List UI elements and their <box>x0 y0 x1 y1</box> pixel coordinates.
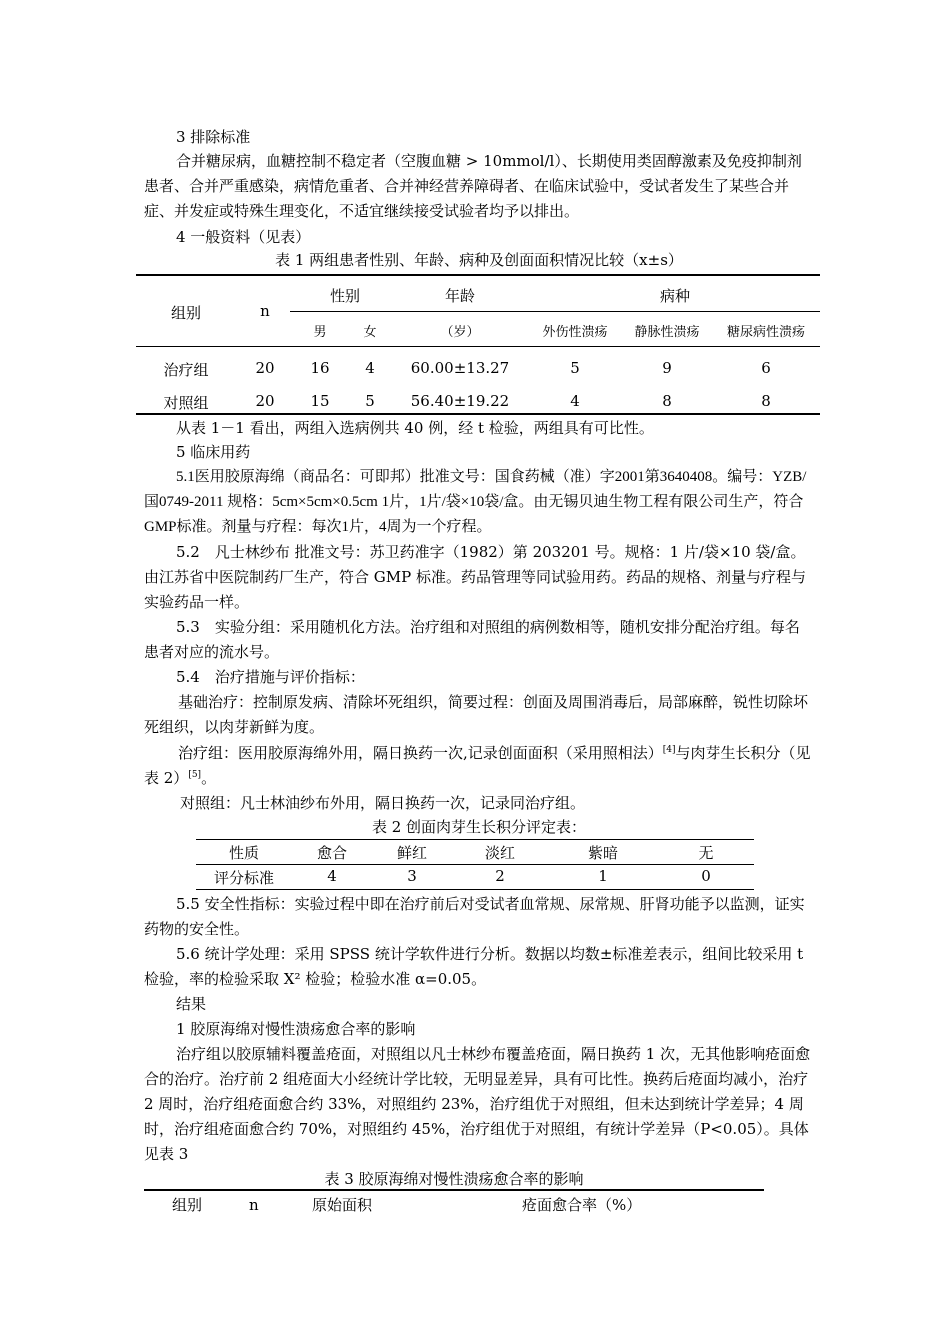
section-heading-general-data: 4 一般资料（见表） <box>176 228 311 246</box>
table1-cell-age: 60.00±13.27 <box>410 359 510 377</box>
table2-bottom-rule <box>196 889 754 890</box>
table1-header-group: 组别 <box>170 304 201 322</box>
table1-cell-female: 4 <box>365 359 375 377</box>
control-group-text: 对照组：凡士林油纱布外用，隔日换药一次，记录同治疗组。 <box>180 794 586 812</box>
table1-cell-venous: 8 <box>662 392 672 410</box>
section-heading-medication: 5 临床用药 <box>176 443 251 461</box>
table2-header-light-red: 淡红 <box>484 844 515 862</box>
table1-cell-group: 对照组 <box>163 394 209 412</box>
table1-caption: 表 1 两组患者性别、年龄、病种及创面面积情况比较（x±s） <box>275 251 683 269</box>
treatment-group-text-c: 。 <box>201 769 217 787</box>
table1-bottom-rule <box>136 413 820 415</box>
table3-header-rate: 疮面愈合率（%） <box>522 1196 642 1214</box>
table2-cell-healed: 4 <box>327 867 337 885</box>
table3-header-group: 组别 <box>172 1196 203 1214</box>
section-heading-exclusion: 3 排除标准 <box>176 128 251 146</box>
medication-5-1-text: 5.1医用胶原海绵（商品名：可即邦）批准文号：国食药械（准）字2001第3640408。编号：YZB/国0749-2011 规格：5cm×5cm×0.5cm 1片，1片/袋×10袋/盒。由无锡贝迪生物工程有限公司生产，符合GMP标准。剂量与疗程：每次1片，4周为一个疗程。 <box>144 469 807 535</box>
table1-cell-male: 16 <box>310 359 330 377</box>
medication-5-4-heading: 5.4 治疗措施与评价指标： <box>176 668 365 686</box>
table1-cell-n: 20 <box>255 359 275 377</box>
table2-header-healed: 愈合 <box>316 844 347 862</box>
table2-header-nature: 性质 <box>228 844 259 862</box>
table2-cell-dark-purple: 1 <box>598 867 608 885</box>
basic-treatment-text: 基础治疗：控制原发病、清除坏死组织，简要过程：创面及周围消毒后，局部麻醉，锐性切除坏死组织，以肉芽新鲜为度。 <box>144 693 809 736</box>
table1-cell-trauma: 5 <box>570 359 580 377</box>
table1-top-rule <box>136 274 820 276</box>
table3-header-n: n <box>249 1196 259 1214</box>
table2-caption: 表 2 创面肉芽生长积分评定表： <box>371 818 587 836</box>
citation-4: [4] <box>662 745 676 755</box>
table1-header-female: 女 <box>363 325 377 340</box>
table3-caption: 表 3 胶原海绵对慢性溃疡愈合率的影响 <box>324 1170 584 1188</box>
table2-mid-rule <box>196 864 754 865</box>
results-heading: 结果 <box>176 995 207 1013</box>
treatment-group-text-b: 与肉芽生长积分（见表 2） <box>144 744 811 787</box>
table1-header-male: 男 <box>313 325 327 340</box>
table2-cell-bright-red: 3 <box>407 867 417 885</box>
table1-header-rule <box>136 346 820 347</box>
table2-header-bright-red: 鲜红 <box>396 844 427 862</box>
treatment-group-text <box>144 741 814 791</box>
statistics-text: 5.6 统计学处理：采用 SPSS 统计学软件进行分析。数据以均数±标准差表示，组间比较采用 t 检验，率的检验采取 X² 检验；检验水准 α=0.05。 <box>144 945 804 988</box>
table3-top-rule <box>144 1189 764 1191</box>
table1-header-age: 年龄 <box>444 287 475 305</box>
table1-header-sex: 性别 <box>329 287 360 305</box>
table1-cell-female: 5 <box>365 392 375 410</box>
treatment-group-text-a: 治疗组：医用胶原海绵外用，隔日换药一次,记录创面面积（采用照相法） <box>178 744 663 762</box>
table1-cell-trauma: 4 <box>570 392 580 410</box>
table1-cell-diabetic: 6 <box>761 359 771 377</box>
table1-header-trauma: 外伤性溃疡 <box>542 325 608 340</box>
table2-cell-none: 0 <box>701 867 711 885</box>
table1-cell-age: 56.40±19.22 <box>410 392 510 410</box>
exclusion-criteria-text: 合并糖尿病，血糖控制不稳定者（空腹血糖 > 10mmol/l）、长期使用类固醇激素及免疫抑制剂患者、合并严重感染，病情危重者、合并神经营养障碍者、在临床试验中，受试者发生了某些合并症、并发症或特殊生理变化，不适宜继续接受试验者均予以排出。 <box>144 152 802 220</box>
table3-header-area: 原始面积 <box>312 1196 373 1214</box>
table1-cell-male: 15 <box>310 392 330 410</box>
table1-cell-diabetic: 8 <box>761 392 771 410</box>
table1-header-age-unit: （岁） <box>440 325 480 340</box>
table1-header-diabetic: 糖尿病性溃疡 <box>726 325 805 340</box>
table1-cell-venous: 9 <box>662 359 672 377</box>
table2-cell-light-red: 2 <box>495 867 505 885</box>
results-subheading: 1 胶原海绵对慢性溃疡愈合率的影响 <box>176 1020 416 1038</box>
results-text: 治疗组以胶原辅料覆盖疮面，对照组以凡士林纱布覆盖疮面，隔日换药 1 次，无其他影响疮面愈合的治疗。治疗前 2 组疮面大小经统计学比较，无明显差异，具有可比性。换药后疮面均减小，治疗 2 周时，治疗组疮面愈合约 33%，对照组约 23%，治疗组优于对照组，但未达到统计学差异；4 周时，治疗组疮面愈合约 70%，对照组约 45%，治疗组优于对照组，有统计学差异（P<0.05）。具体见表 3 <box>144 1045 811 1163</box>
table2-header-dark-purple: 紫暗 <box>587 844 618 862</box>
table1-cell-group: 治疗组 <box>163 361 209 379</box>
medication-5-3-text: 5.3 实验分组：采用随机化方法。治疗组和对照组的病例数相等，随机安排分配治疗组。每名患者对应的流水号。 <box>144 618 800 661</box>
table2-top-rule <box>196 839 754 840</box>
medication-5-2-text: 5.2 凡士林纱布 批准文号：苏卫药准字（1982）第 203201 号。规格：1 片/袋×10 袋/盒。由江苏省中医院制药厂生产，符合 GMP 标准。药品管理等同试验用药。药品的规格、剂量与疗程与实验药品一样。 <box>144 543 806 611</box>
table2-cell-label: 评分标准 <box>213 869 274 887</box>
table1-header-n: n <box>260 302 270 320</box>
table1-cell-n: 20 <box>255 392 275 410</box>
table1-note: 从表 1－1 看出，两组入选病例共 40 例，经 t 检验，两组具有可比性。 <box>176 419 654 437</box>
table1-mid-rule <box>290 311 820 312</box>
safety-indicator-text: 5.5 安全性指标：实验过程中即在治疗前后对受试者血常规、尿常规、肝肾功能予以监测，证实药物的安全性。 <box>144 895 805 938</box>
table1-header-disease: 病种 <box>659 287 690 305</box>
citation-5: [5] <box>188 770 202 780</box>
table2-header-none: 无 <box>698 844 714 862</box>
table1-header-venous: 静脉性溃疡 <box>634 325 700 340</box>
